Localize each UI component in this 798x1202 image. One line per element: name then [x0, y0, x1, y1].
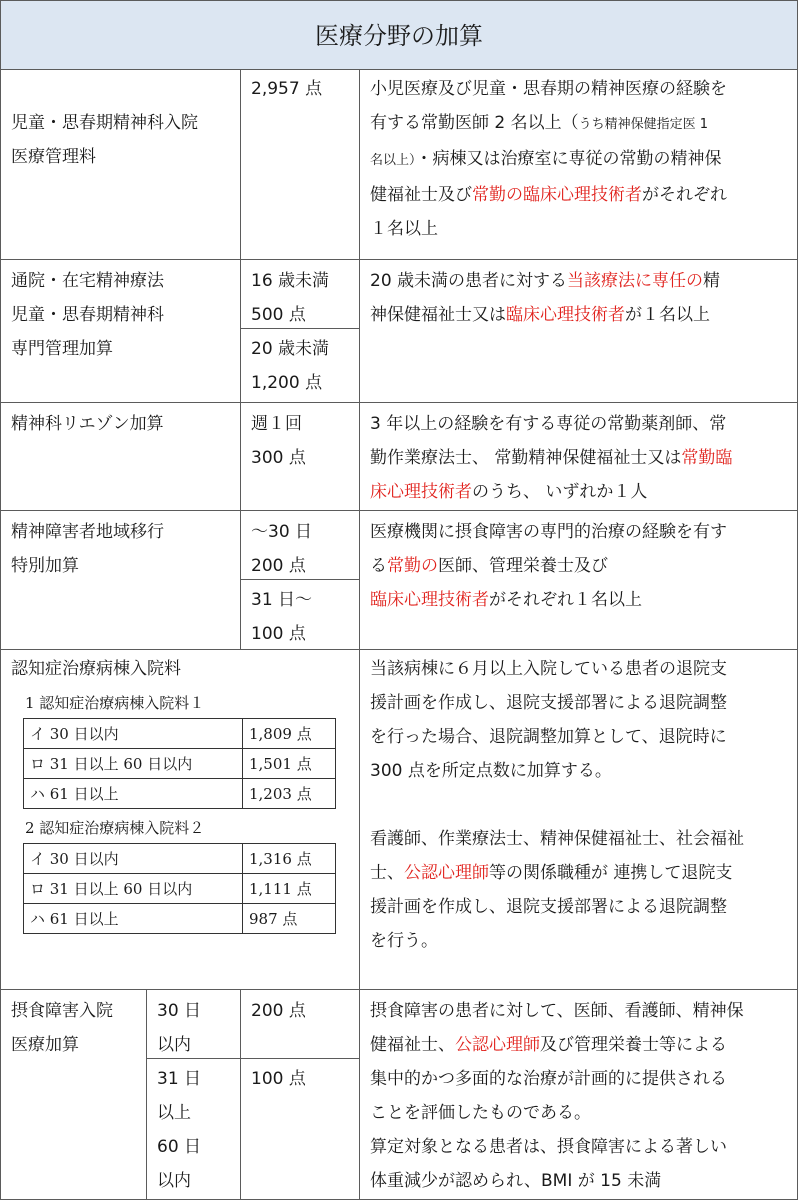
table-row — [24, 874, 336, 904]
row5-left-cell — [1, 650, 360, 989]
row3-frequency: 週１回 — [251, 414, 302, 434]
row2-desc-seg: が１名以上 — [625, 305, 710, 325]
row4-desc-seg: 医師、管理栄養士及び — [438, 556, 608, 576]
table-cell: 1,203 点 — [243, 779, 336, 809]
row2-desc-seg: 20 歳未満の患者に対する — [370, 271, 568, 291]
row5-desc-line: を行った場合、退院調整加算として、退院時に — [370, 727, 727, 747]
row1-desc-seg: がそれぞれ — [642, 185, 727, 205]
row6-desc-line: ことを評価したものである。 — [370, 1103, 591, 1123]
row-eating-disorder — [0, 990, 798, 1200]
row1-desc-highlight: 常勤の臨床心理技術者 — [472, 185, 642, 205]
table-cell: イ 30 日以内 — [24, 719, 243, 749]
row4-desc — [360, 511, 797, 621]
table-row — [24, 844, 336, 874]
row-community-transition — [0, 511, 798, 650]
row-child-psych-inpatient — [0, 70, 798, 260]
row4-name-line: 精神障害者地域移行 — [11, 522, 164, 542]
row-dementia-ward — [0, 650, 798, 990]
row6-desc-highlight: 公認心理師 — [455, 1035, 540, 1055]
row2-desc-highlight: 当該療法に専任の — [567, 271, 704, 291]
row5-desc-line: 援計画を作成し、退院支援部署による退院調整 — [370, 897, 727, 917]
row1-desc — [360, 70, 797, 248]
row5-sub1-heading: 1 認知症治療病棟入院料１ — [25, 694, 205, 712]
table-row — [24, 904, 336, 934]
row2-points-cell — [241, 260, 360, 402]
row-liaison — [0, 403, 798, 511]
row6-period-cell — [147, 990, 241, 1199]
row5-sub2-heading: 2 認知症治療病棟入院料２ — [25, 819, 205, 837]
row5-desc-highlight: 公認心理師 — [404, 863, 489, 883]
table-cell: 987 点 — [243, 904, 336, 934]
row1-points-cell — [241, 70, 360, 259]
row6-name-line: 摂食障害入院 — [11, 1001, 113, 1021]
row1-points: 2,957 点 — [251, 79, 323, 99]
row4-points-cell — [241, 511, 360, 649]
table-cell: イ 30 日以内 — [24, 844, 243, 874]
row2-points-value: 1,200 点 — [251, 373, 323, 393]
row5-name: 認知症治療病棟入院料 — [11, 659, 181, 679]
row2-desc-seg: 神保健福祉士又は — [370, 305, 506, 325]
row6-points-cell — [241, 990, 360, 1199]
row3-desc-highlight: 常勤臨 — [681, 448, 733, 468]
row5-sub2-table — [23, 843, 336, 934]
row5-desc-line: 看護師、作業療法士、精神保健福祉士、社会福祉 — [370, 829, 744, 849]
table-cell: 1,809 点 — [243, 719, 336, 749]
row1-desc-seg: ・病棟又は治療室に専従の常勤の精神保 — [415, 149, 722, 169]
row1-desc-line: 小児医療及び児童・思春期の精神医療の経験を — [370, 79, 727, 99]
row-outpatient-psychotherapy — [0, 260, 798, 403]
row4-points-from31 — [241, 579, 359, 655]
table-cell: 1,501 点 — [243, 749, 336, 779]
row1-name-line2: 医療管理料 — [11, 147, 96, 167]
row6-period-line: 30 日 — [157, 1001, 202, 1021]
table-row — [24, 749, 336, 779]
row6-desc-line: 体重減少が認められ、BMI が 15 未満 — [370, 1171, 662, 1191]
row5-sub1-table — [23, 718, 336, 809]
row2-name-line: 児童・思春期精神科 — [11, 305, 164, 325]
row2-desc-cell — [360, 260, 797, 402]
row1-name-line1: 児童・思春期精神科入院 — [11, 113, 198, 133]
row6-desc-line: 摂食障害の患者に対して、医師、看護師、精神保 — [370, 1001, 744, 1021]
row4-points-value: 100 点 — [251, 624, 306, 644]
row6-desc — [360, 990, 797, 1202]
table-cell: ハ 61 日以上 — [24, 779, 243, 809]
row4-period-label: ～30 日 — [251, 522, 313, 542]
row4-period-label: 31 日～ — [251, 590, 313, 610]
row3-desc-line: 3 年以上の経験を有する専従の常勤薬剤師、常 — [370, 414, 727, 434]
row6-points-value: 200 点 — [251, 1001, 306, 1021]
table-cell: ハ 61 日以上 — [24, 904, 243, 934]
row5-desc-line: 300 点を所定点数に加算する。 — [370, 761, 612, 781]
row2-name-line: 通院・在宅精神療法 — [11, 271, 164, 291]
row1-desc-line: １名以上 — [370, 219, 438, 239]
row5-desc-line: 援計画を作成し、退院支援部署による退院調整 — [370, 693, 727, 713]
row4-points-value: 200 点 — [251, 556, 306, 576]
row2-age-label: 20 歳未満 — [251, 339, 330, 359]
table-cell: ロ 31 日以上 60 日以内 — [24, 749, 243, 779]
row6-name-cell — [1, 990, 147, 1199]
row2-name-cell — [1, 260, 241, 402]
row4-desc-highlight: 常勤の — [387, 556, 438, 576]
row6-desc-seg: 健福祉士、 — [370, 1035, 455, 1055]
row4-desc-cell — [360, 511, 797, 649]
row3-desc-seg: のうち、 いずれか１人 — [472, 482, 648, 502]
row6-period-line: 以内 — [157, 1035, 191, 1055]
row4-desc-line: 医療機関に摂食障害の専門的治療の経験を有す — [370, 522, 727, 542]
row1-desc-seg-small: うち精神保健指定医 1 — [578, 117, 709, 132]
row2-desc-seg: 精 — [703, 271, 721, 291]
row6-name-line: 医療加算 — [11, 1035, 79, 1055]
row4-desc-highlight: 臨床心理技術者 — [370, 590, 489, 610]
row4-desc-seg: がそれぞれ１名以上 — [489, 590, 642, 610]
row6-points-value: 100 点 — [251, 1069, 306, 1089]
row3-desc-highlight: 床心理技術者 — [370, 482, 472, 502]
row2-desc-highlight: 臨床心理技術者 — [506, 305, 625, 325]
table-cell: 1,111 点 — [243, 874, 336, 904]
row6-desc-line: 集中的かつ多面的な治療が計画的に提供される — [370, 1069, 727, 1089]
row6-desc-cell — [360, 990, 797, 1199]
row2-name-line: 専門管理加算 — [11, 339, 113, 359]
row6-period-line: 以上 — [157, 1103, 191, 1123]
row5-desc-seg: 士、 — [370, 863, 404, 883]
row1-desc-cell — [360, 70, 797, 259]
row3-points-cell — [241, 403, 360, 510]
row3-name: 精神科リエゾン加算 — [11, 414, 164, 434]
row1-name-cell — [1, 70, 241, 259]
row4-name-line: 特別加算 — [11, 556, 79, 576]
row5-desc-line: を行う。 — [370, 931, 438, 951]
row2-points-under20 — [241, 328, 359, 404]
row6-period-line: 以内 — [157, 1171, 191, 1191]
row5-desc-seg: 等の関係職種が 連携して退院支 — [489, 863, 733, 883]
row6-period1 — [147, 990, 240, 1066]
row5-desc-cell — [360, 650, 797, 989]
row3-desc — [360, 403, 797, 513]
row6-period-line: 31 日 — [157, 1069, 202, 1089]
row2-desc — [360, 260, 797, 336]
row6-desc-seg: 及び管理栄養士等による — [540, 1035, 727, 1055]
row2-age-label: 16 歳未満 — [251, 271, 330, 291]
row3-points-value: 300 点 — [251, 448, 306, 468]
table-row — [24, 779, 336, 809]
row2-points-value: 500 点 — [251, 305, 306, 325]
row3-desc-seg: 勤作業療法士、 常勤精神保健福祉士又は — [370, 448, 682, 468]
row6-desc-line: 算定対象となる患者は、摂食障害による著しい — [370, 1137, 727, 1157]
row1-desc-seg-small: 名以上） — [370, 153, 416, 168]
row1-desc-seg: 有する常勤医師 2 名以上（ — [370, 113, 579, 133]
row2-points-under16 — [241, 260, 359, 336]
row4-desc-seg: る — [370, 556, 387, 576]
table-cell: 1,316 点 — [243, 844, 336, 874]
row3-name-cell — [1, 403, 241, 510]
table-cell: ロ 31 日以上 60 日以内 — [24, 874, 243, 904]
row6-period-line: 60 日 — [157, 1137, 202, 1157]
table-row — [24, 719, 336, 749]
row6-period2 — [147, 1058, 240, 1202]
row4-name-cell — [1, 511, 241, 649]
row5-desc-line: 当該病棟に６月以上入院している患者の退院支 — [370, 659, 727, 679]
row3-desc-cell — [360, 403, 797, 510]
row4-points-upto30 — [241, 511, 359, 587]
row5-desc — [360, 650, 797, 960]
page-title: 医療分野の加算 — [0, 0, 798, 70]
row1-desc-seg: 健福祉士及び — [370, 185, 472, 205]
